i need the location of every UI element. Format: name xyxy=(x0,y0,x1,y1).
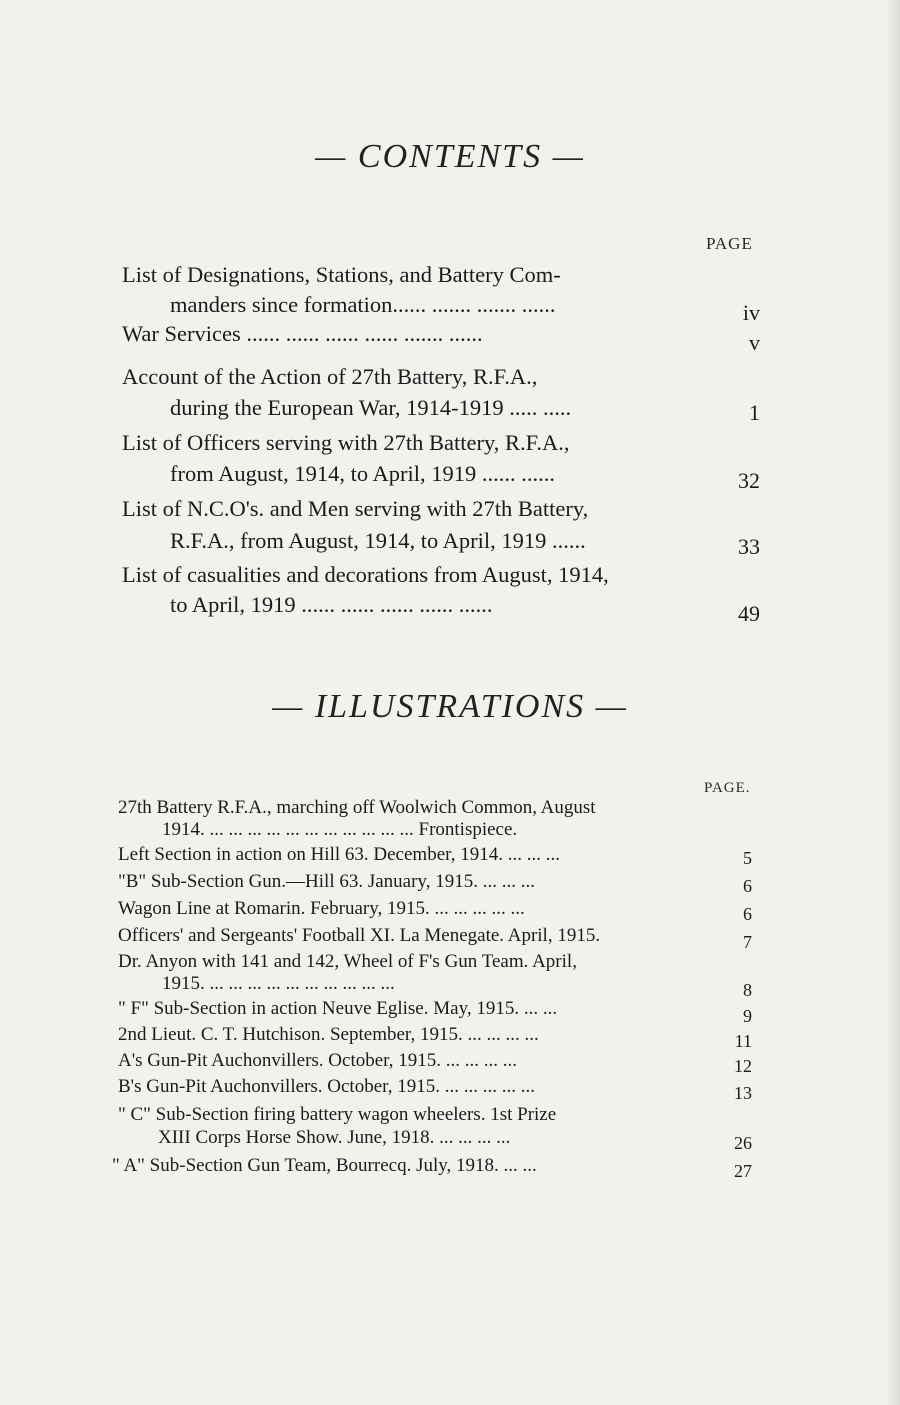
illustration-entry-page: 5 xyxy=(743,848,752,868)
illustrations-heading: — ILLUSTRATIONS — xyxy=(272,688,628,725)
illustration-entry-line: XIII Corps Horse Show. June, 1918. ... ... ... ... xyxy=(158,1127,511,1148)
illustration-entry-page: 13 xyxy=(734,1083,752,1103)
illustrations-page-label: PAGE. xyxy=(704,780,751,796)
contents-entry-page: 1 xyxy=(749,400,760,425)
contents-entry-line: War Services ...... ...... ...... ...... ....... ...... xyxy=(122,321,483,346)
contents-entry-page: 33 xyxy=(738,534,760,559)
illustration-entry-page: 6 xyxy=(743,876,752,896)
illustration-entry-line: " C" Sub-Section firing battery wagon wheelers. 1st Prize xyxy=(118,1104,557,1125)
illustration-entry-page: 6 xyxy=(743,904,752,924)
illustration-entry-line: Dr. Anyon with 141 and 142, Wheel of F's Gun Team. April, xyxy=(118,951,577,972)
illustration-entry-line: "B" Sub-Section Gun.—Hill 63. January, 1915. ... ... ... xyxy=(118,871,535,892)
contents-entry-page: 49 xyxy=(738,601,760,626)
contents-entry-line: Account of the Action of 27th Battery, R.F.A., xyxy=(122,364,538,389)
contents-entry-line: from August, 1914, to April, 1919 ...... ...... xyxy=(170,461,556,486)
illustration-entry-page: 12 xyxy=(734,1056,752,1076)
illustration-entry-page: 26 xyxy=(734,1133,752,1153)
contents-entry-page: iv xyxy=(742,300,760,325)
contents-entry-line: List of N.C.O's. and Men serving with 27th Battery, xyxy=(122,496,589,521)
illustration-entry-page: 8 xyxy=(743,980,752,1000)
contents-entry-line: List of Designations, Stations, and Battery Com- xyxy=(122,262,561,287)
illustration-entry-line: 27th Battery R.F.A., marching off Woolwich Common, August xyxy=(118,797,596,818)
contents-entry-line: manders since formation...... ....... ....... ...... xyxy=(170,292,556,317)
illustration-entry-line: Wagon Line at Romarin. February, 1915. ... ... ... ... ... xyxy=(118,898,525,919)
illustration-entry-page: 9 xyxy=(743,1006,752,1026)
contents-entry-line: R.F.A., from August, 1914, to April, 1919 ...... xyxy=(170,528,586,553)
contents-entry-line: during the European War, 1914-1919 ..... ..... xyxy=(170,395,572,420)
illustration-entry-line: 1915. ... ... ... ... ... ... ... ... ... ... xyxy=(162,973,395,994)
contents-heading: — CONTENTS — xyxy=(315,138,585,175)
illustration-entry-line: Officers' and Sergeants' Football XI. La Menegate. April, 1915. xyxy=(118,925,601,946)
contents-page-label: PAGE xyxy=(706,234,753,253)
contents-entry-line: to April, 1919 ...... ...... ...... ...... ...... xyxy=(170,592,493,617)
contents-entry-line: List of Officers serving with 27th Battery, R.F.A., xyxy=(122,430,570,455)
illustration-entry-line: A's Gun-Pit Auchonvillers. October, 1915. ... ... ... ... xyxy=(118,1050,517,1071)
contents-entry-line: List of casualities and decorations from August, 1914, xyxy=(122,562,609,587)
illustration-entry-line: B's Gun-Pit Auchonvillers. October, 1915. ... ... ... ... ... xyxy=(118,1076,535,1097)
contents-entry-page: 32 xyxy=(738,468,760,493)
illustration-entry-line: 1914. ... ... ... ... ... ... ... ... ... ... ... Frontispiece. xyxy=(162,819,518,840)
contents-entry-page: v xyxy=(749,330,760,355)
illustration-entry-line: Left Section in action on Hill 63. December, 1914. ... ... ... xyxy=(118,844,560,865)
illustration-entry-page: 7 xyxy=(743,932,752,952)
illustration-entry-line: " A" Sub-Section Gun Team, Bourrecq. July, 1918. ... ... xyxy=(112,1155,537,1176)
illustration-entry-line: 2nd Lieut. C. T. Hutchison. September, 1915. ... ... ... ... xyxy=(118,1024,539,1045)
illustration-entry-page: 11 xyxy=(734,1031,752,1051)
illustration-entry-line: " F" Sub-Section in action Neuve Eglise. May, 1915. ... ... xyxy=(118,998,558,1019)
illustration-entry-page: 27 xyxy=(734,1161,752,1181)
